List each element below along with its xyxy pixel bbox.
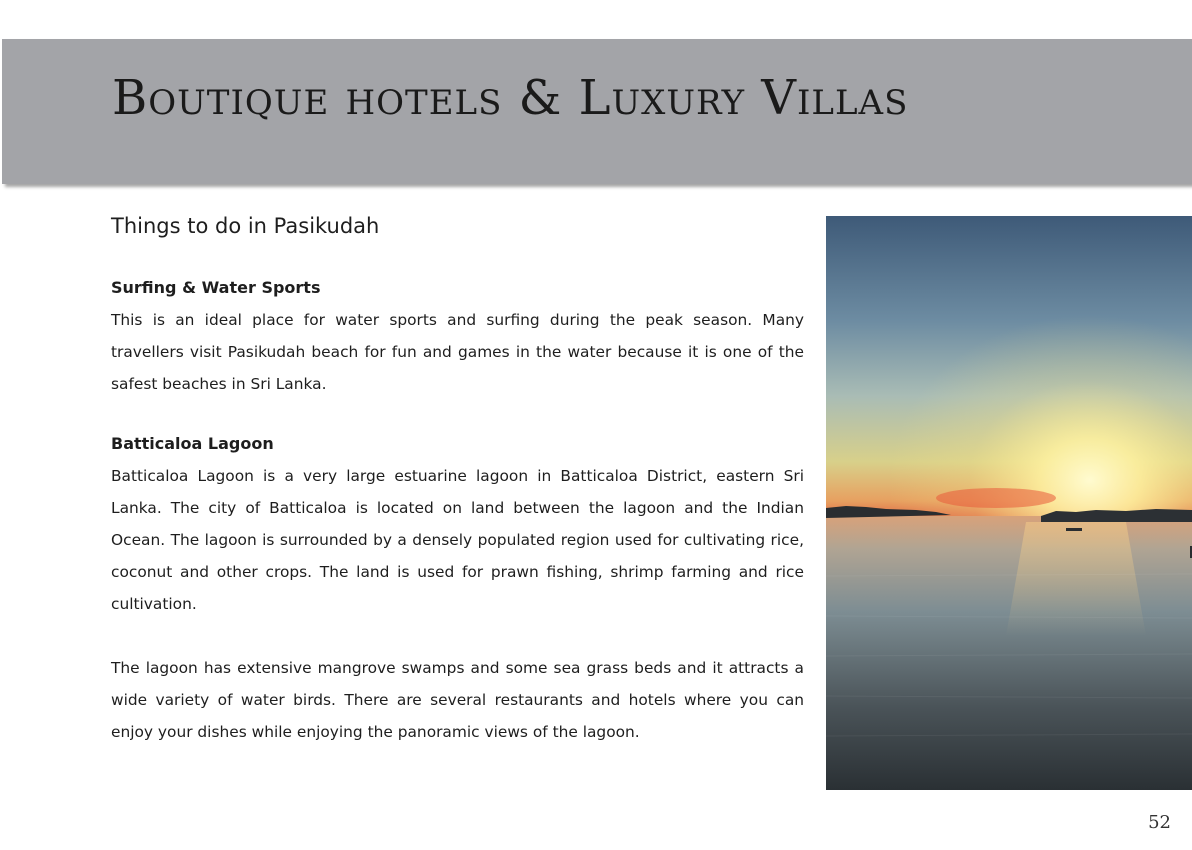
paragraph-lagoon-2: The lagoon has extensive mangrove swamps and some sea grass beds and it attracts a wide variety of water birds. There are several restaurants and hotels where you can enjoy your dishes while enjoying the panoramic views of the lagoon. <box>111 659 804 741</box>
page-title: Boutique hotels & Luxury Villas <box>112 70 909 126</box>
subheading-surfing: Surfing & Water Sports <box>111 278 321 297</box>
article-body <box>111 208 804 748</box>
paragraph-lagoon-1: Batticaloa Lagoon is a very large estuarine lagoon in Batticaloa District, eastern Sri Lanka. The city of Batticaloa is located on land between the lagoon and the Indian Ocean. The lagoon is surrounded by a densely populated region used for cultivating rice, coconut and other crops. The land is used for prawn fishing, shrimp farming and rice cultivation. <box>111 467 804 613</box>
section-title: Things to do in Pasikudah <box>111 214 380 238</box>
subheading-lagoon: Batticaloa Lagoon <box>111 434 274 453</box>
paragraph-surfing: This is an ideal place for water sports and surfing during the peak season. Many travellers visit Pasikudah beach for fun and games in the water because it is one of the safest beaches in Sri Lanka. <box>111 311 804 393</box>
sunset-lagoon-photo <box>826 216 1192 790</box>
page-number: 52 <box>1148 812 1171 833</box>
